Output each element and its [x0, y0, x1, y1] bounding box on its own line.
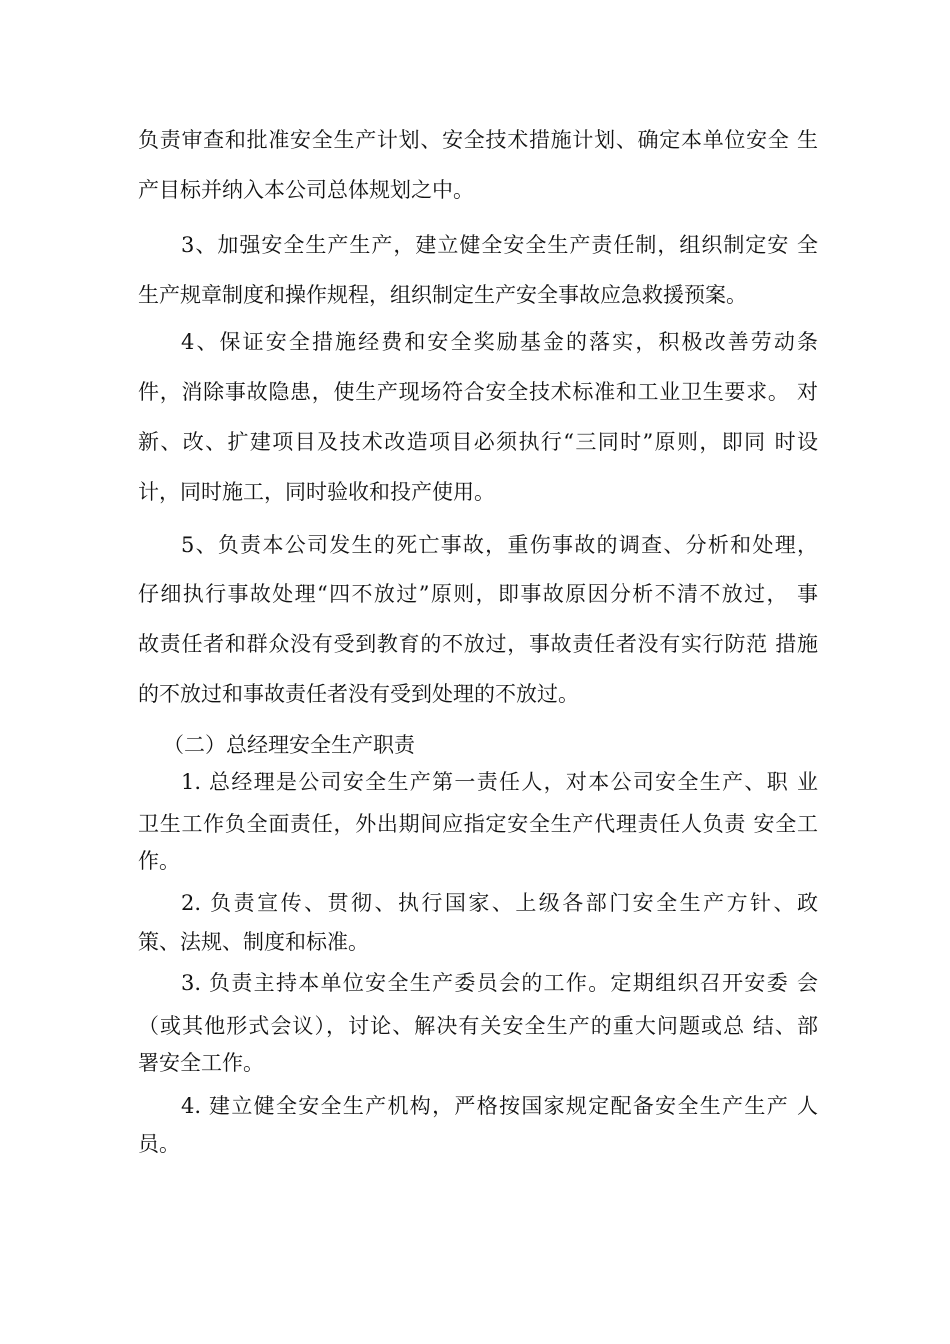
text-line: 员。: [138, 1132, 180, 1156]
text-line: 负责审查和批准安全生产计划、安全技术措施计划、确定本单位安全 生: [138, 128, 818, 152]
text-line: （或其他形式会议），讨论、解决有关安全生产的重大问题或总 结、部: [138, 1014, 818, 1038]
text-line: 署安全工作。: [138, 1051, 264, 1075]
text-line: 产目标并纳入本公司总体规划之中。: [138, 178, 474, 202]
text-line: 3. 负责主持本单位安全生产委员会的工作。定期组织召开安委 会: [181, 971, 818, 995]
text-line: 的不放过和事故责任者没有受到处理的不放过。: [138, 682, 579, 706]
text-line: 故责任者和群众没有受到教育的不放过，事故责任者没有实行防范 措施: [138, 632, 818, 656]
text-line: 计，同时施工，同时验收和投产使用。: [138, 480, 495, 504]
text-line: 3、加强安全生产生产，建立健全安全生产责任制，组织制定安 全: [181, 233, 818, 257]
text-line: 策、法规、制度和标准。: [138, 930, 369, 954]
text-line: 件，消除事故隐患，使生产现场符合安全技术标准和工业卫生要求。 对: [138, 380, 818, 404]
text-line: 4. 建立健全安全生产机构，严格按国家规定配备安全生产生产 人: [181, 1094, 818, 1118]
text-line: 新、改、扩建项目及技术改造项目必须执行“三同时”原则，即同 时设: [138, 430, 818, 454]
text-line: 卫生工作负全面责任，外出期间应指定安全生产代理责任人负责 安全工: [138, 812, 818, 836]
text-line: 5、负责本公司发生的死亡事故，重伤事故的调查、分析和处理，: [181, 533, 818, 557]
section-heading: （二）总经理安全生产职责: [163, 733, 415, 757]
text-line: 2. 负责宣传、贯彻、执行国家、上级各部门安全生产方针、政: [181, 891, 818, 915]
text-line: 仔细执行事故处理“四不放过”原则，即事故原因分析不清不放过， 事: [138, 582, 818, 606]
text-line: 1. 总经理是公司安全生产第一责任人，对本公司安全生产、职 业: [181, 770, 818, 794]
text-line: 生产规章制度和操作规程，组织制定生产安全事故应急救援预案。: [138, 283, 747, 307]
text-line: 4、保证安全措施经费和安全奖励基金的落实，积极改善劳动条: [181, 330, 818, 354]
text-line: 作。: [138, 849, 180, 873]
